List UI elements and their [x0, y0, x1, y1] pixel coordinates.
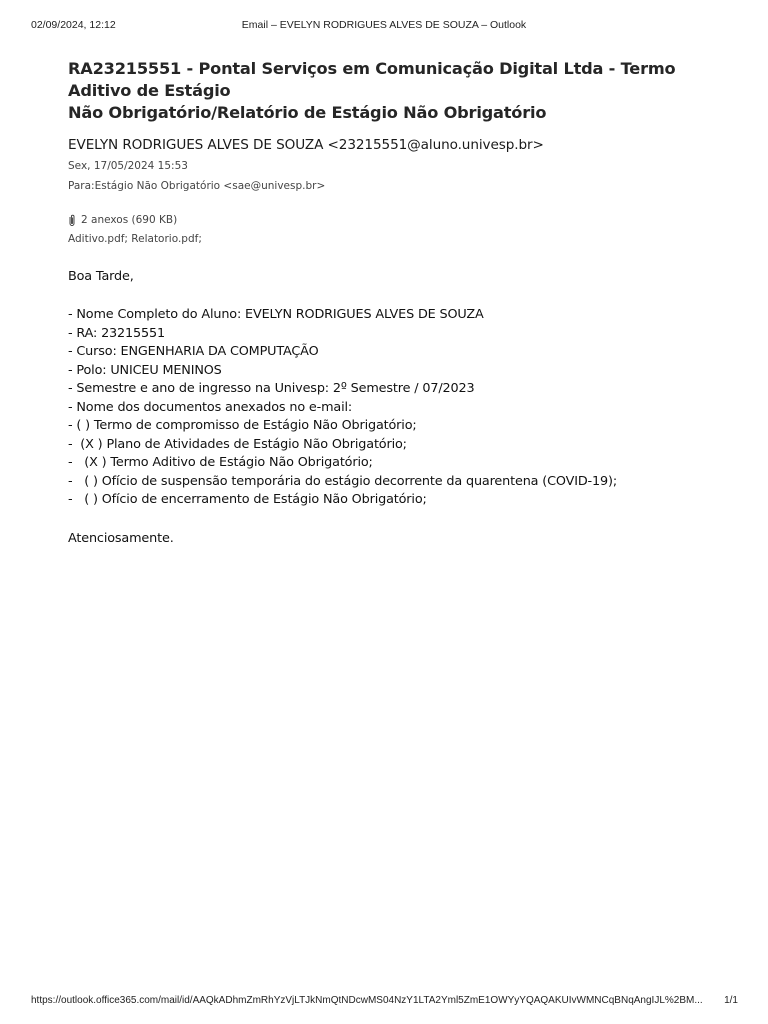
email-subject: [68, 58, 728, 124]
print-page-number: 1/1: [724, 995, 738, 1006]
body-line: - (X ) Plano de Atividades de Estágio Não Obrigatório;: [68, 436, 407, 452]
attachments-files[interactable]: Aditivo.pdf; Relatorio.pdf;: [68, 233, 202, 245]
print-header: [0, 19, 768, 33]
body-line: - (X ) Termo Aditivo de Estágio Não Obrigatório;: [68, 455, 373, 470]
body-line: - RA: 23215551: [68, 325, 166, 341]
body-line: - ( ) Ofício de encerramento de Estágio Não Obrigatório;: [68, 492, 427, 507]
print-title: Email – EVELYN RODRIGUES ALVES DE SOUZA – Outlook: [241, 19, 527, 31]
body-line: - Nome Completo do Aluno: EVELYN RODRIGUES ALVES DE SOUZA: [68, 307, 484, 322]
email-subject-line1: RA23215551 - Pontal Serviços em Comunicação Digital Ltda - Termo Aditivo de Estágio: [68, 59, 676, 100]
paperclip-icon: [68, 214, 76, 226]
body-line: - ( ) Ofício de suspensão temporária do estágio decorrente da quarentena (COVID-19);: [68, 473, 617, 489]
email-message: [68, 58, 728, 548]
email-subject-line2: Não Obrigatório/Relatório de Estágio Não Obrigatório: [68, 103, 547, 122]
body-line: - Nome dos documentos anexados no e-mail:: [68, 399, 353, 415]
email-recipient: Para:Estágio Não Obrigatório <sae@univesp.br>: [68, 180, 326, 192]
email-sender[interactable]: EVELYN RODRIGUES ALVES DE SOUZA <23215551@aluno.univesp.br>: [68, 137, 544, 153]
print-datetime: 02/09/2024, 12:12: [31, 19, 116, 31]
email-date: Sex, 17/05/2024 15:53: [68, 160, 188, 172]
email-closing: Atenciosamente.: [68, 530, 174, 546]
email-body: [68, 268, 728, 548]
attachments-summary[interactable]: [68, 212, 728, 228]
print-url: https://outlook.office365.com/mail/id/AAQkADhmZmRhYzVjLTJkNmQtNDcwMS04NzY1LTA2Yml5ZmE1OWYyYQAQAKUIvWMNCqBNqAngIJL%2BM...: [31, 995, 703, 1006]
body-line: - Curso: ENGENHARIA DA COMPUTAÇÃO: [68, 344, 319, 359]
attachments-count: 2 anexos (690 KB): [81, 214, 178, 226]
body-line: - ( ) Termo de compromisso de Estágio Não Obrigatório;: [68, 418, 417, 433]
email-greeting: Boa Tarde,: [68, 269, 134, 284]
body-line: - Semestre e ano de ingresso na Univesp: 2º Semestre / 07/2023: [68, 381, 475, 396]
body-line: - Polo: UNICEU MENINOS: [68, 362, 222, 378]
